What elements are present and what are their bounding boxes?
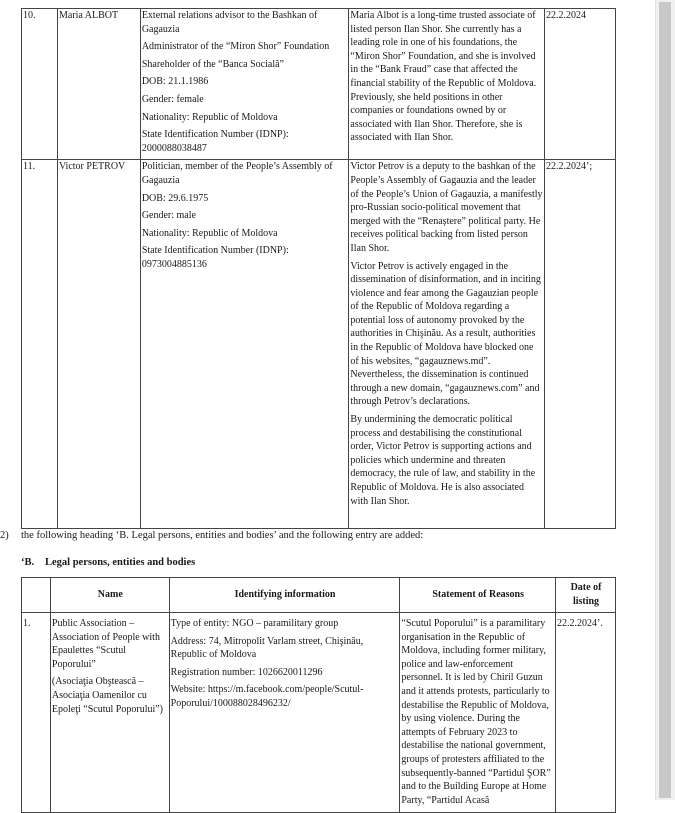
reason-paragraph: Maria Albot is a long-time trusted associate of listed person Ilan Shor. She currently has a leading role in one of his foundations, the “Miron Shor” Foundation, and she is involved in the “Bank Fraud” case that affected the financial stability of the Republic of Moldova. Previously, she held positions in other companies or foundations owned by or associated with Ilan Shor. Therefore, she is associated with Ilan Shor.	[350, 10, 537, 144]
table-header-row	[22, 578, 616, 613]
info-line: External relations advisor to the Bashkan of Gagauzia	[141, 10, 318, 35]
info-line: Type of entity: NGO – paramilitary group	[170, 618, 339, 629]
reason-paragraph: “Scutul Poporului” is a paramilitary organisation in the Republic of Moldova, including former military, police and law-enforcement personnel. It is led by Chiril Guzun and it attends protests, particularly to destabilise the Republic of Moldova, by using violence. During the attempts of February 2023 to destabilise the national government, groups of protesters affiliated to the subsequently-banned “Partidul ŞOR” and to the Building Europe at Home Party, “Partidul Acasă	[401, 618, 551, 806]
statement-of-reasons	[349, 160, 545, 529]
entity-name-line: Public Association – Association of People with Epaulettes “Scutul Poporului”	[51, 618, 160, 670]
section-heading	[21, 556, 195, 570]
info-line: Address: 74, Mitropolit Varlam street, Chişinău, Republic of Moldova	[170, 635, 364, 661]
section-heading-number: ‘B.	[21, 557, 35, 568]
table-row	[22, 160, 616, 529]
info-line: Registration number: 1026620011296	[170, 666, 323, 678]
info-line: State Identification Number (IDNP): 0973004885136	[141, 245, 289, 270]
reason-paragraph: By undermining the democratic political process and destabilising the constitutional order, Victor Petrov is supporting actions and policies which undermine and threaten democracy, the rule of law, and stability in the Republic of Moldova. He is also associated with Ilan Shor.	[350, 414, 536, 507]
info-line: State Identification Number (IDNP): 2000088038487	[141, 129, 289, 154]
vertical-scrollbar[interactable]	[655, 0, 675, 800]
info-line: Administrator of the “Miron Shor” Foundation	[141, 41, 330, 53]
info-line: DOB: 21.1.1986	[141, 76, 209, 88]
table-row	[22, 613, 616, 813]
paragraph-number: 2)	[0, 530, 9, 541]
scrollbar-thumb[interactable]	[659, 2, 671, 798]
table-row	[22, 9, 616, 160]
reason-paragraph: Victor Petrov is actively engaged in the dissemination of disinformation, and in inciting violence and fear among the Gagauzian people of the Republic of Moldova regarding a potential loss of autonomy provoked by the authorities in Chişinău. As a result, authorities in the Republic of Moldova have blocked one of his websites, “gagauznews.md”. Nevertheless, the dissemination is continued through a new domain, “gagauznews.com” and through Petrov’s declarations.	[350, 260, 541, 408]
identifying-info	[169, 613, 400, 813]
column-header-reasons: Statement of Reasons	[400, 578, 556, 613]
column-header-name: Name	[50, 578, 169, 613]
info-line: Nationality: Republic of Moldova	[141, 227, 278, 239]
info-line: Gender: female	[141, 93, 204, 105]
legal-entities-table	[21, 577, 616, 813]
reason-paragraph: Victor Petrov is a deputy to the bashkan of the People’s Assembly of Gagauzia and the leader of the People’s Union of Gagauzia, a manifestly pro-Russian socio-political movement that merged with the “Renaștere” political party. He receives political backing from listed person Ilan Shor.	[350, 161, 543, 254]
identifying-info	[140, 160, 349, 529]
natural-persons-table	[21, 8, 616, 529]
statement-of-reasons	[400, 613, 556, 813]
date-of-listing: 22.2.2024	[545, 9, 616, 160]
info-line: Shareholder of the “Banca Socială”	[141, 58, 284, 70]
info-line: Politician, member of the People’s Assembly of Gagauzia	[141, 161, 333, 186]
row-number: 10.	[22, 9, 58, 160]
identifying-info	[140, 9, 349, 160]
info-line: Website: https://m.facebook.com/people/Scutul-Poporului/100088028496232/	[170, 684, 364, 709]
info-line: Gender: male	[141, 210, 196, 222]
header-number	[22, 578, 51, 613]
section-heading-text: Legal persons, entities and bodies	[45, 557, 196, 568]
info-line: DOB: 29.6.1975	[141, 192, 209, 204]
row-number: 1.	[22, 613, 51, 813]
date-of-listing: 22.2.2024’;	[545, 160, 616, 529]
column-header-identifying: Identifying information	[169, 578, 400, 613]
paragraph-text: the following heading ‘B. Legal persons, entities and bodies’ and the following entry are added:	[21, 530, 424, 541]
person-name: Victor PETROV	[57, 160, 140, 529]
row-number: 11.	[22, 160, 58, 529]
person-name: Maria ALBOT	[57, 9, 140, 160]
entity-name-line: (Asociaţia Obştească – Asociaţia Oamenilor cu Epoleţi “Scutul Poporului”)	[51, 676, 164, 715]
info-line: Nationality: Republic of Moldova	[141, 111, 278, 123]
column-header-date: Date of listing	[556, 578, 616, 613]
amendment-paragraph	[0, 529, 423, 543]
date-of-listing: 22.2.2024’.	[556, 613, 616, 813]
entity-name	[50, 613, 169, 813]
statement-of-reasons	[349, 9, 545, 160]
